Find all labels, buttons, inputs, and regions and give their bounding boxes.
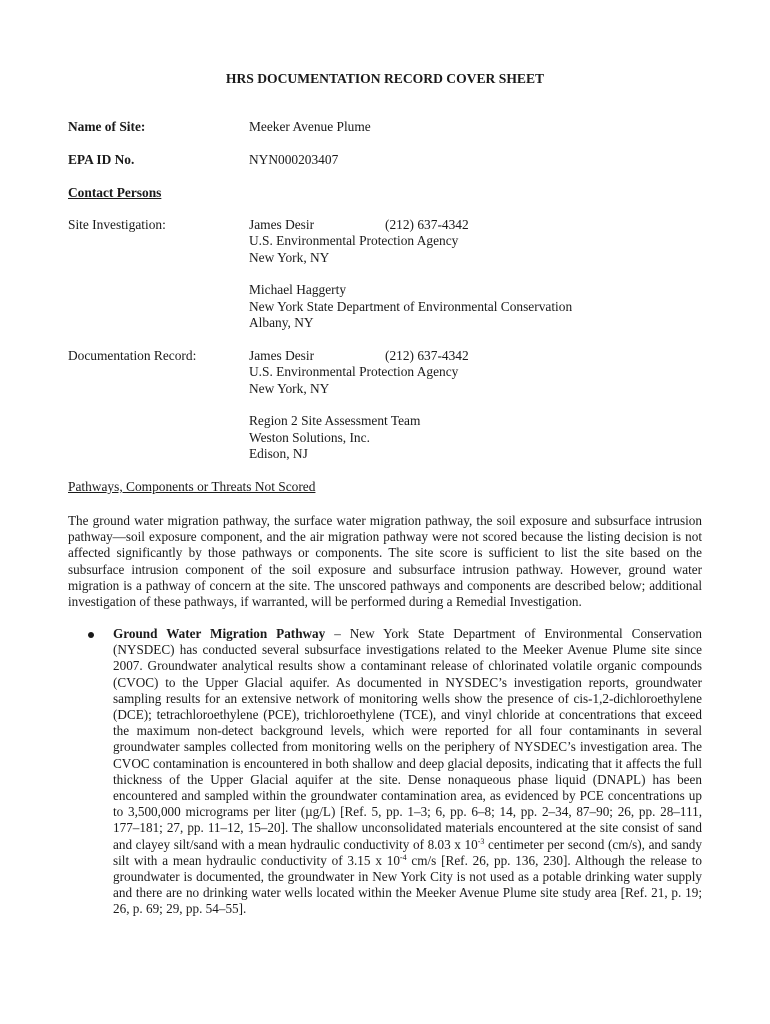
bullet-lead: Ground Water Migration Pathway: [113, 626, 326, 641]
contact-name: James Desir: [249, 348, 315, 363]
contact-phone: (212) 637-4342: [385, 348, 469, 363]
contact-persons-title: Contact Persons: [68, 185, 162, 200]
epa-id-value: NYN000203407: [249, 152, 339, 167]
site-name-value: Meeker Avenue Plume: [249, 119, 371, 134]
contact-organization: Weston Solutions, Inc.: [249, 429, 370, 445]
contact-location: New York, NY: [249, 380, 330, 396]
contact-organization: U.S. Environmental Protection Agency: [249, 233, 459, 249]
contact-name: Michael Haggerty: [249, 282, 347, 298]
exponent: -3: [477, 836, 485, 846]
contact-organization: New York State Department of Environmental Conservation: [249, 298, 573, 314]
contact-name-row: [249, 348, 469, 364]
contact-location: Edison, NJ: [249, 445, 308, 461]
intro-paragraph: The ground water migration pathway, the surface water migration pathway, the soil exposure and subsurface intrusion pathway—soil exposure component, and the air migration pathway were not scored because the listing decision is not affected significantly by those pathways or components. The site score is sufficient to list the site based on the subsurface intrusion component of the soil exposure and subsurface intrusion pathway. However, ground water migration is a pathway of concern at the site. The unscored pathways and components are described below; additional investigation of these pathways, if warranted, will be performed during a Remedial Investigation.: [68, 513, 702, 610]
bullet-icon: [88, 632, 94, 638]
contact-organization: U.S. Environmental Protection Agency: [249, 364, 459, 380]
bullet-text-part: cm/s [Ref. 26, pp. 136, 230]. Although the release to groundwater is documented, the groundwater in New York City is not used as a potable drinking water supply and there are no drinking water wells located within the Meeker Avenue Plume site study area [Ref. 21, p. 19; 26, p. 69; 29, pp. 54–55].: [113, 852, 702, 917]
epa-id-label: EPA ID No.: [68, 152, 135, 167]
pathways-heading-text: Pathways, Components or Threats Not Scored: [68, 479, 316, 494]
site-name-label: Name of Site:: [68, 119, 146, 134]
contact-name: Region 2 Site Assessment Team: [249, 413, 421, 429]
bullet-text-part: centimeter per second (cm/s), and sandy silt with a mean hydraulic conductivity of 3.15 x 10: [113, 836, 702, 868]
exponent: -4: [399, 852, 407, 862]
site-investigation-contacts: [249, 217, 572, 331]
documentation-record-label: Documentation Record:: [68, 348, 197, 363]
documentation-record-contacts: [249, 348, 469, 462]
contact-location: Albany, NY: [249, 314, 314, 330]
contact-location: New York, NY: [249, 249, 330, 265]
contact-name-row: [249, 217, 572, 233]
ground-water-bullet: [113, 626, 702, 918]
contact-phone: (212) 637-4342: [385, 217, 469, 232]
site-investigation-label: Site Investigation:: [68, 217, 166, 232]
contact-name: James Desir: [249, 217, 315, 232]
page-title: HRS DOCUMENTATION RECORD COVER SHEET: [225, 71, 545, 86]
bullet-text-part: – New York State Department of Environmental Conservation (NYSDEC) has conducted several subsurface investigations related to the Meeker Avenue Plume site since 2007. Groundwater analytical results show a contaminant release of chlorinated volatile organic compounds (CVOC) to the Upper Glacial aquifer. As documented in NYSDEC’s investigation reports, groundwater sampling results for an extensive network of monitoring wells show the presence of cis-1,2-dichloroethylene (DCE); tetrachloroethylene (PCE), trichloroethylene (TCE), and vinyl chloride at concentrations that exceed the maximum non-detect background levels, which were reported for all four contaminants in several groundwater samples collected from monitoring wells on the periphery of NYSDEC’s investigation area. The CVOC contamination is encountered in both shallow and deep glacial deposits, indicating that it affects the full thickness of the Upper Glacial aquifer at the site. Dense nonaqueous phase liquid (DNAPL) has been encountered and sampled within the groundwater contamination area, as evidenced by PCE concentrations up to 3,500,000 micrograms per liter (µg/L) [Ref. 5, pp. 1–3; 6, pp. 6–8; 14, pp. 2–34, 87–90; 26, pp. 28–111, 177–181; 27, pp. 11–12, 15–20]. The shallow unconsolidated materials encountered at the site consist of sand and clayey silt/sand with a mean hydraulic conductivity of 8.03 x 10: [113, 626, 702, 852]
